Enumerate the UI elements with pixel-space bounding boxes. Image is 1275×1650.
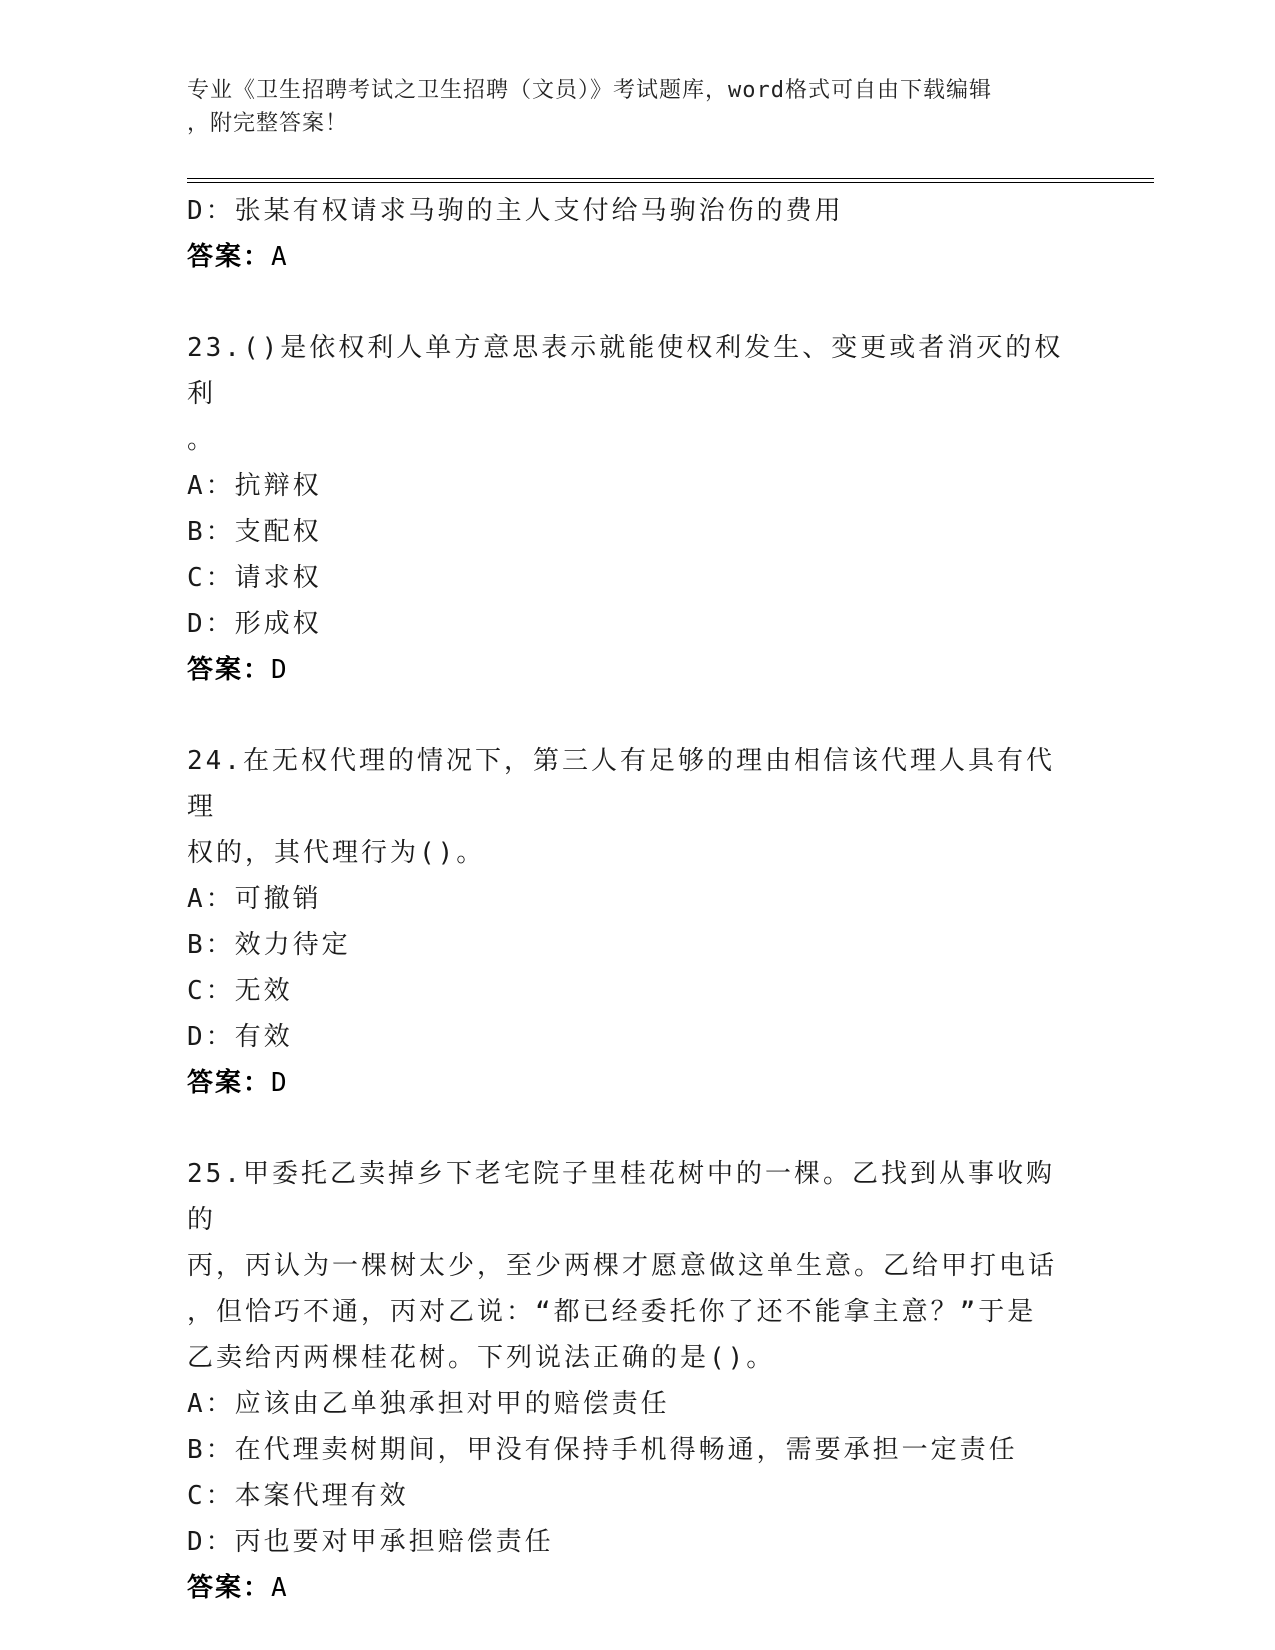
answer-value: A xyxy=(271,1573,287,1603)
option-c: C：本案代理有效 xyxy=(187,1481,409,1511)
option-d: D：有效 xyxy=(187,1022,293,1052)
option-d: D：形成权 xyxy=(187,609,322,639)
option-b: B：效力待定 xyxy=(187,930,351,960)
question-25 xyxy=(187,1151,1087,1611)
question-text-line-1: 23.()是依权利人单方意思表示就能使权利发生、变更或者消灭的权利 xyxy=(187,333,1064,409)
question-text xyxy=(187,325,1077,463)
question-23 xyxy=(187,325,1087,693)
question-text-line-2: 。 xyxy=(187,425,217,455)
option-a: A：抗辩权 xyxy=(187,471,322,501)
answer-label: 答案： xyxy=(187,1068,272,1098)
header-line-1: 专业《卫生招聘考试之卫生招聘（文员）》考试题库，word格式可自由下载编辑 xyxy=(187,78,992,103)
option-b: B：在代理卖树期间，甲没有保持手机得畅通，需要承担一定责任 xyxy=(187,1435,1018,1465)
option-c: C：无效 xyxy=(187,976,293,1006)
question-text-line-1: 25.甲委托乙卖掉乡下老宅院子里桂花树中的一棵。乙找到从事收购的 xyxy=(187,1159,1055,1235)
header-line-2: ，附完整答案！ xyxy=(187,111,349,136)
answer-label: 答案： xyxy=(187,655,272,685)
option-a: A：应该由乙单独承担对甲的赔偿责任 xyxy=(187,1389,670,1419)
option-b: B：支配权 xyxy=(187,517,322,547)
question-text-line-4: 乙卖给丙两棵桂花树。下列说法正确的是()。 xyxy=(187,1343,776,1373)
question-text-line-2: 权的，其代理行为()。 xyxy=(187,838,486,868)
answer-value: D xyxy=(271,655,287,685)
option-c: C：请求权 xyxy=(187,563,322,593)
document-body xyxy=(187,188,1087,1611)
answer-line xyxy=(187,1060,1087,1106)
answer-label: 答案： xyxy=(187,1573,272,1603)
answer-line xyxy=(187,647,1087,693)
question-text-line-2: 丙，丙认为一棵树太少，至少两棵才愿意做这单生意。乙给甲打电话 xyxy=(187,1251,1058,1281)
question-24 xyxy=(187,738,1087,1106)
option-a: A：可撤销 xyxy=(187,884,322,914)
answer-line xyxy=(187,234,1087,280)
option-d: D：张某有权请求马驹的主人支付给马驹治伤的费用 xyxy=(187,196,844,226)
question-22-tail xyxy=(187,188,1087,280)
question-text-line-1: 24.在无权代理的情况下，第三人有足够的理由相信该代理人具有代理 xyxy=(187,746,1055,822)
header-divider xyxy=(187,178,1154,183)
option-d: D：丙也要对甲承担赔偿责任 xyxy=(187,1527,554,1557)
document-header xyxy=(187,74,1067,140)
question-text xyxy=(187,738,1077,876)
answer-value: D xyxy=(271,1068,287,1098)
question-text-line-3: ，但恰巧不通，丙对乙说：“都已经委托你了还不能拿主意？”于是 xyxy=(187,1297,1037,1327)
question-text xyxy=(187,1151,1077,1381)
answer-line xyxy=(187,1565,1087,1611)
answer-value: A xyxy=(271,242,287,272)
answer-label: 答案： xyxy=(187,242,272,272)
